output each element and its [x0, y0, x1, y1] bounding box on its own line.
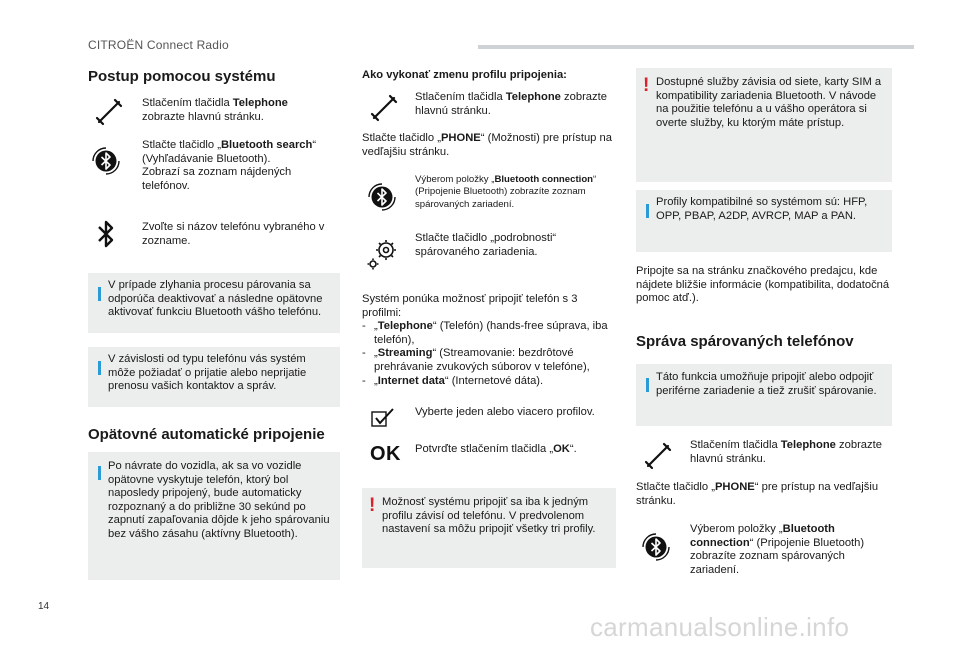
- bluetooth-search-icon: [86, 141, 126, 181]
- manage-step-2: Výberom položky „Bluetooth connection“ (Pripojenie Bluetooth) zobrazíte zoznam spárovaných zariadení.: [690, 523, 865, 576]
- warning-icon: !: [369, 495, 376, 516]
- info-marker: [98, 287, 101, 301]
- pairing-step-3: Zvoľte si názov telefónu vybraného v zozname.: [142, 221, 325, 247]
- header-rule: [478, 45, 914, 49]
- dealer-website-para: Pripojte sa na stránku značkového predajcu, kde nájdete bližšie informácie (kompatibilita, dodatočná pomoc atď.).: [636, 265, 890, 305]
- warning-icon: !: [643, 75, 650, 96]
- info-box-compatible-profiles: Profily kompatibilné so systémom sú: HFP, OPP, PBAP, A2DP, AVRCP, MAP a PAN.: [636, 190, 892, 252]
- phone-handset-icon: [93, 96, 125, 128]
- watermark: carmanualsonline.info: [590, 612, 850, 642]
- info-box-contact-transfer: V závislosti od typu telefónu vás systém môže požiadať o prijatie alebo neprijatie prenosu vašich kontaktov a správ.: [88, 347, 340, 407]
- info-box-auto-reconnect: Po návrate do vozidla, ak sa vo vozidle opätovne vyskytuje telefón, ktorý bol naposledy pripojený, bude automaticky rozpoznaný a do približne 30 sekúnd po zapnutí zapaľovania dôjde k jeho spárovaniu bez vášho zásahu (aktívny Bluetooth).: [88, 452, 340, 580]
- info-box-manage: Táto funkcia umožňuje pripojiť alebo odpojiť periférne zariadenie a tiež zrušiť spárovanie.: [636, 364, 892, 426]
- profile-item-streaming: - „Streaming“ (Streamovanie: bezdrôtové prehrávanie zvukových súborov v telefóne),: [362, 347, 590, 373]
- info-marker: [646, 378, 649, 392]
- phone-handset-icon: [642, 440, 674, 472]
- manual-title: CITROËN Connect Radio: [88, 38, 229, 52]
- manage-para-phone: Stlačte tlačidlo „PHONE“ pre prístup na vedľajšiu stránku.: [636, 481, 879, 507]
- subheading-change-profile: Ako vykonať zmenu profilu pripojenia:: [362, 69, 567, 81]
- info-marker: [98, 361, 101, 375]
- page-number: 14: [38, 601, 50, 612]
- bluetooth-connection-icon: [362, 177, 402, 217]
- warning-box-services: ! Dostupné služby závisia od siete, karty SIM a kompatibility zariadenia Bluetooth. V návode na použitie telefónu a u vášho operátora si overte služby, ku ktorým máte prístup.: [636, 68, 892, 182]
- profile-list-intro: Systém ponúka možnosť pripojiť telefón s 3 profilmi:: [362, 293, 578, 319]
- manage-step-1: Stlačením tlačidla Telephone zobrazte hlavnú stránku.: [690, 439, 882, 465]
- phone-handset-icon: [368, 92, 400, 124]
- bluetooth-icon: [95, 218, 117, 250]
- section-heading-manage-paired: Správa spárovaných telefónov: [636, 333, 854, 350]
- bluetooth-connection-icon: [636, 527, 676, 567]
- profile-step-5: Potvrďte stlačením tlačidla „OK“.: [415, 443, 577, 455]
- info-marker: [646, 204, 649, 218]
- section-heading-pairing: Postup pomocou systému: [88, 68, 276, 85]
- profile-item-internet-data: - „Internet data“ (Internetové dáta).: [362, 374, 544, 387]
- pairing-step-2: Stlačte tlačidlo „Bluetooth search“ (Vyhľadávanie Bluetooth). Zobrazí sa zoznam nájdených telefónov.: [142, 139, 317, 192]
- info-box-pairing-failure: V prípade zlyhania procesu párovania sa odporúča deaktivovať a následne opätovne aktivovať funkciu Bluetooth vášho telefónu.: [88, 273, 340, 333]
- pairing-step-1: Stlačením tlačidla Telephone zobrazte hlavnú stránku.: [142, 97, 288, 123]
- profile-para-phone: Stlačte tlačidlo „PHONE“ (Možnosti) pre prístup na vedľajšiu stránku.: [362, 132, 612, 158]
- profile-step-3: Stlačte tlačidlo „podrobnosti“ spárovaného zariadenia.: [415, 232, 557, 258]
- warning-box-profiles: ! Možnosť systému pripojiť sa iba k jedným profilu závisí od telefónu. V predvolenom nastavení sa môžu pripojiť všetky tri profily.: [362, 488, 616, 568]
- section-heading-auto-reconnect: Opätovné automatické pripojenie: [88, 426, 325, 443]
- profile-list: [362, 293, 616, 388]
- info-marker: [98, 466, 101, 480]
- profile-step-4: Vyberte jeden alebo viacero profilov.: [415, 406, 595, 418]
- checkmark-icon: [370, 406, 396, 428]
- details-gear-icon: [364, 232, 404, 272]
- profile-item-telephone: - „Telephone“ (Telefón) (hands-free súprava, iba telefón),: [362, 320, 608, 346]
- ok-button-icon: OK: [370, 443, 401, 465]
- profile-step-1: Stlačením tlačidla Telephone zobrazte hlavnú stránku.: [415, 91, 607, 117]
- profile-step-2: Výberom položky „Bluetooth connection“ (Pripojenie Bluetooth) zobrazíte zoznam spárovaných zariadení.: [415, 174, 597, 210]
